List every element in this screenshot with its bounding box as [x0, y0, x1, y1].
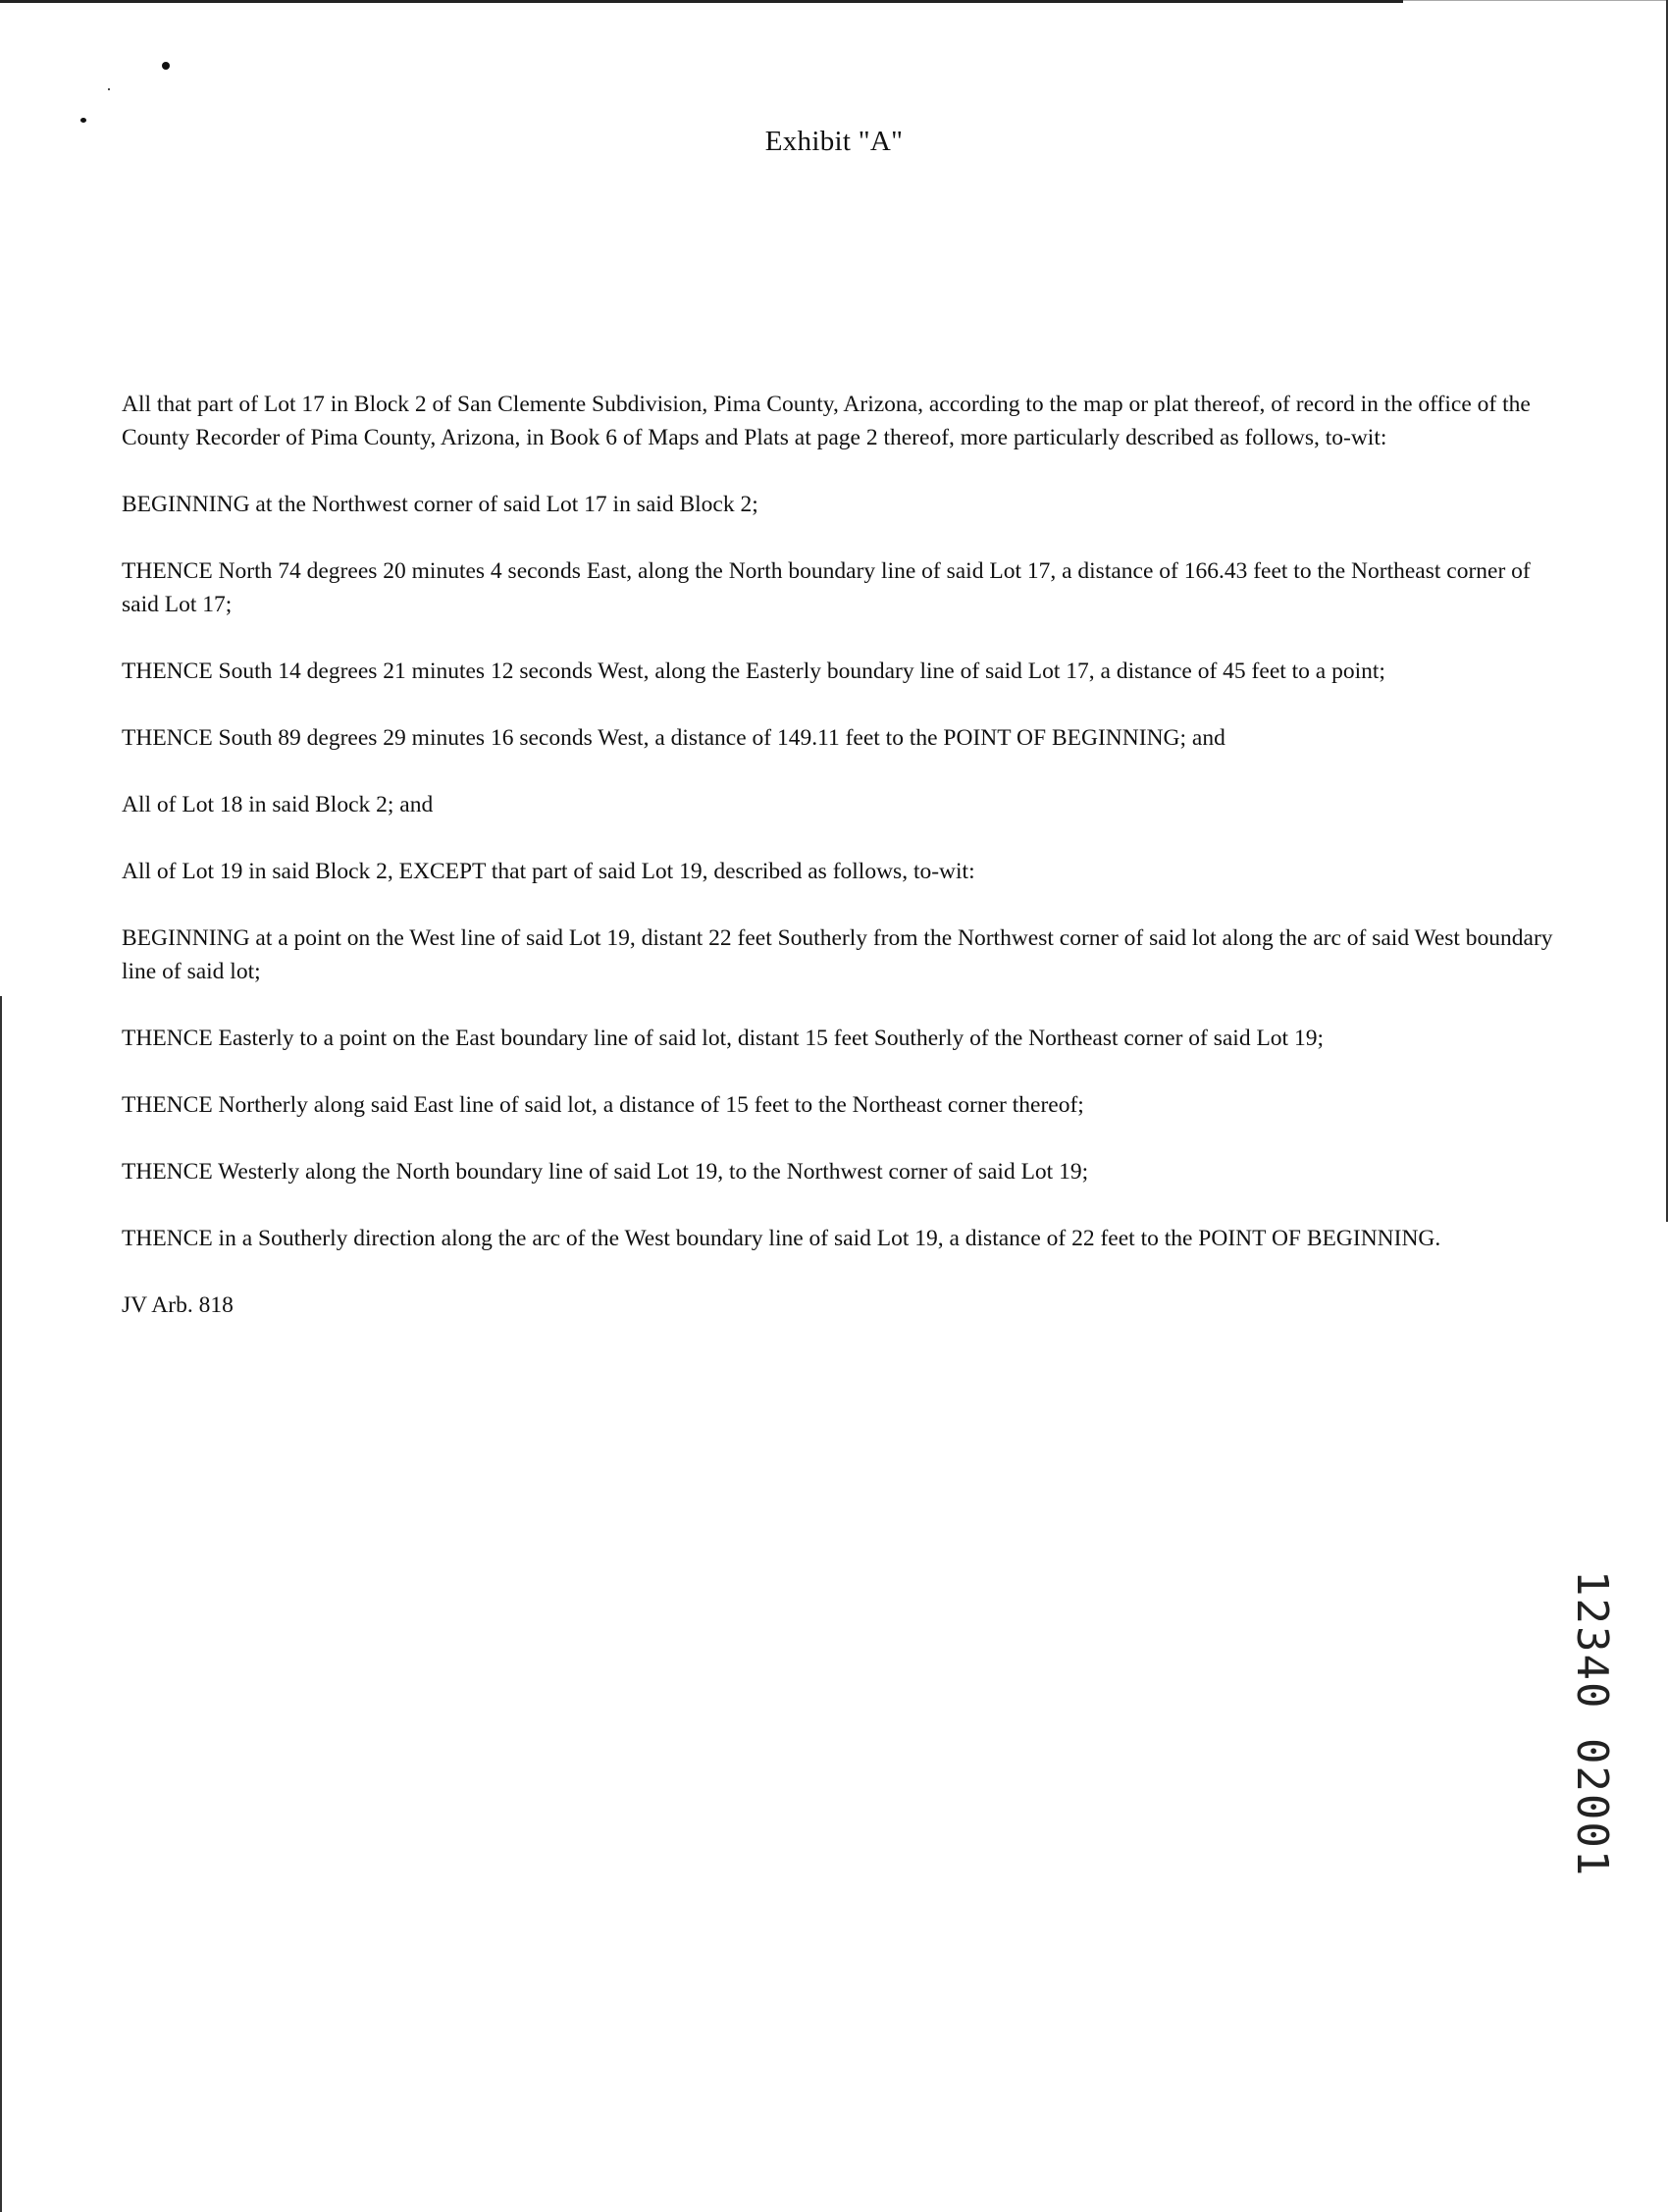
scan-border-top [0, 0, 1403, 3]
recording-stamp: 12340 02001 [1567, 1570, 1617, 1878]
scan-speck [108, 88, 110, 90]
paragraph: BEGINNING at a point on the West line of said Lot 19, distant 22 feet Southerly from the Northwest corner of said lot along the arc of said West boundary line of said lot; [122, 925, 1553, 984]
paragraph: All that part of Lot 17 in Block 2 of San Clemente Subdivision, Pima County, Arizona, according to the map or plat thereof, of record in the office of the County Recorder of Pima County, Arizona, in Book 6 of Maps and Plats at page 2 thereof, more particularly described as follows, to-wit: [122, 392, 1531, 450]
paragraph: THENCE South 14 degrees 21 minutes 12 seconds West, along the Easterly boundary line of said Lot 17, a distance of 45 feet to a point; [122, 658, 1385, 684]
scan-border-left [0, 996, 2, 2212]
legal-description [122, 388, 1554, 1355]
reference-code: JV Arb. 818 [122, 1292, 234, 1318]
paragraph: THENCE Easterly to a point on the East boundary line of said lot, distant 15 feet Southerly of the Northeast corner of said Lot 19; [122, 1026, 1324, 1051]
paragraph: THENCE South 89 degrees 29 minutes 16 seconds West, a distance of 149.11 feet to the POINT OF BEGINNING; and [122, 725, 1225, 751]
paragraph: All of Lot 19 in said Block 2, EXCEPT that part of said Lot 19, described as follows, to-wit: [122, 859, 975, 884]
scan-speck [162, 62, 170, 70]
scan-border-top-faint [1403, 0, 1668, 1]
paragraph: All of Lot 18 in said Block 2; and [122, 792, 434, 817]
scan-speck [80, 118, 86, 123]
paragraph: THENCE Westerly along the North boundary line of said Lot 19, to the Northwest corner of said Lot 19; [122, 1159, 1089, 1185]
paragraph: THENCE Northerly along said East line of said lot, a distance of 15 feet to the Northeast corner thereof; [122, 1092, 1084, 1118]
document-title: Exhibit "A" [764, 126, 904, 157]
paragraph: THENCE in a Southerly direction along the arc of the West boundary line of said Lot 19, a distance of 22 feet to the POINT OF BEGINNING. [122, 1226, 1441, 1251]
paragraph: BEGINNING at the Northwest corner of said Lot 17 in said Block 2; [122, 492, 758, 517]
paragraph: THENCE North 74 degrees 20 minutes 4 seconds East, along the North boundary line of said Lot 17, a distance of 166.43 feet to the Northeast corner of said Lot 17; [122, 558, 1531, 617]
